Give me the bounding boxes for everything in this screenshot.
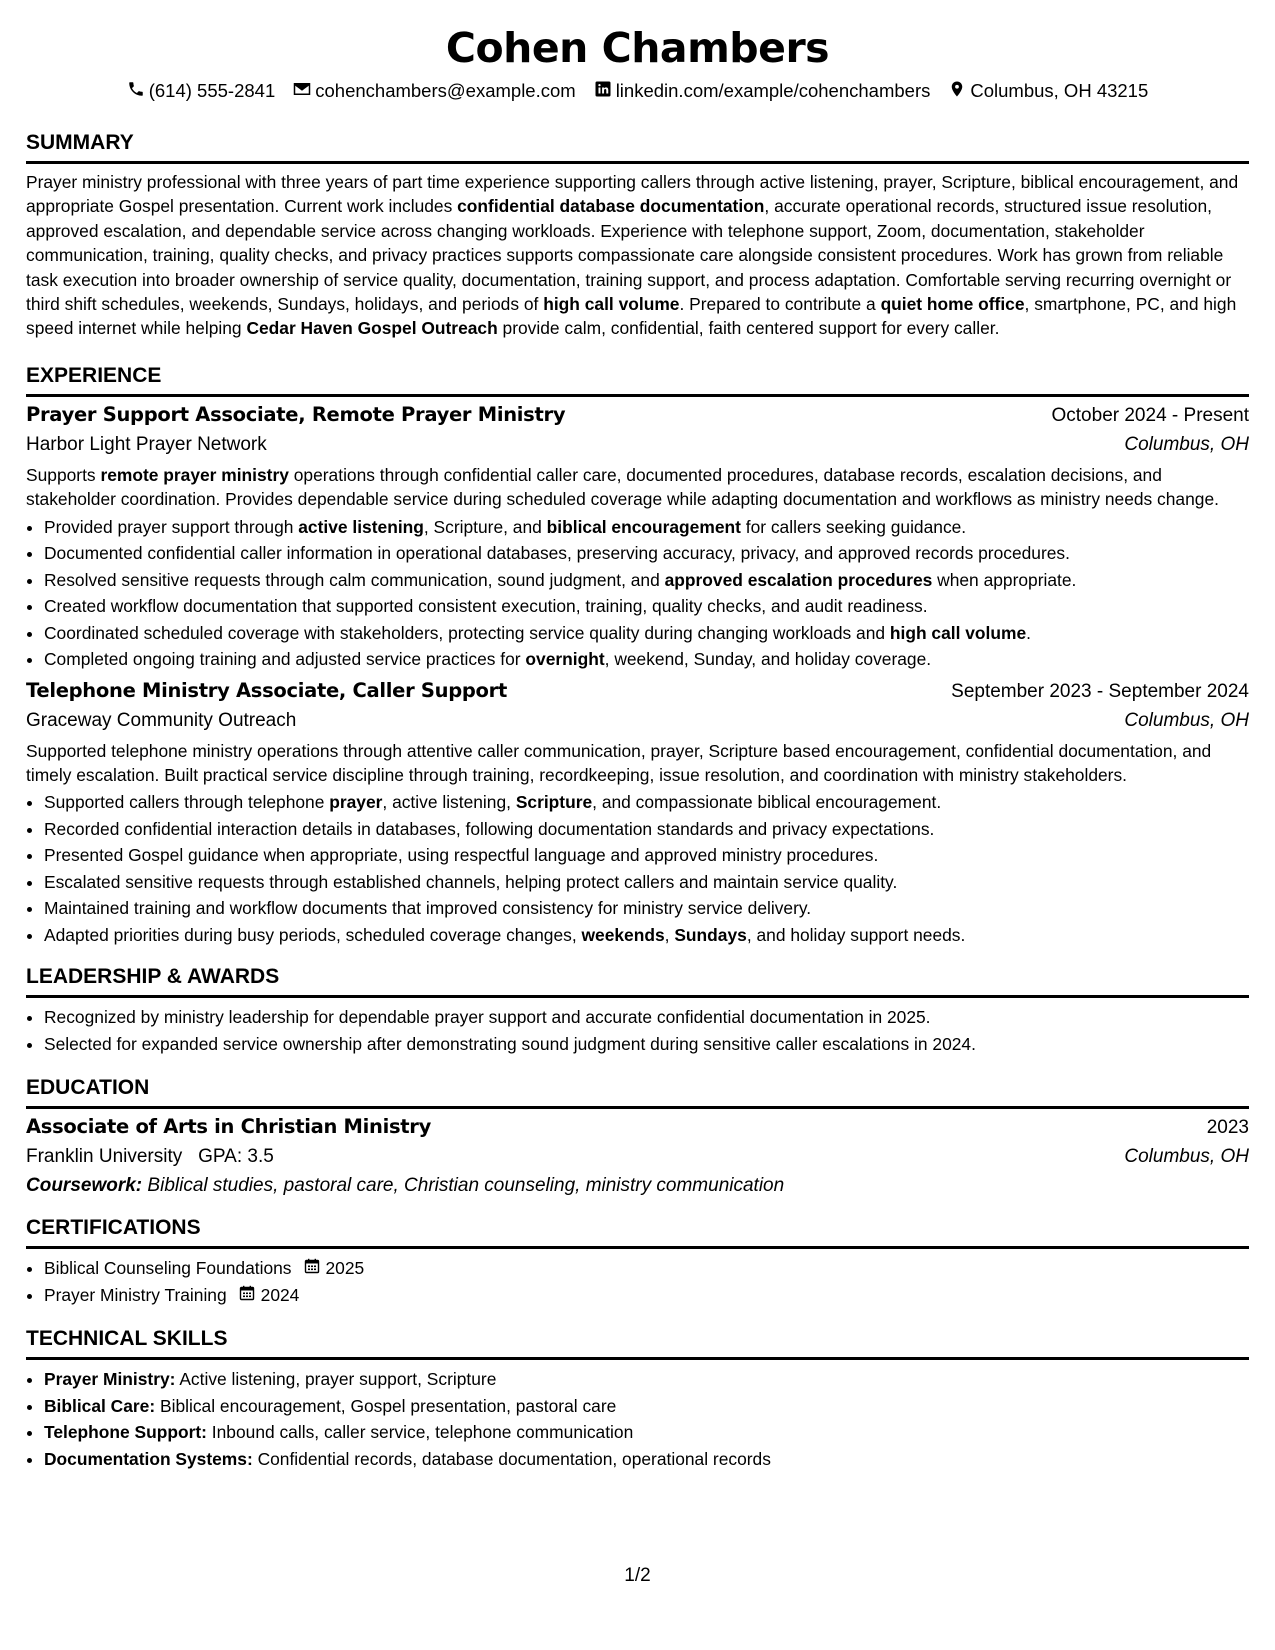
emphasis-text: quiet home office [880,294,1025,315]
resume-page [26,20,1249,1472]
skill-label: Biblical Care: [44,1395,156,1416]
location-pin-icon [948,80,966,103]
list-item: • Provided prayer support through active listening, Scripture, and biblical encouragement for callers seeking guidance. [44,514,1249,541]
list-item: • Supported callers through telephone prayer, active listening, Scripture, and compassionate biblical encouragement. [44,789,1249,816]
skill-value: Inbound calls, caller service, telephone communication [211,1422,634,1443]
emphasis-text: active listening [298,516,424,537]
job-entry [26,679,1249,949]
certification-year: 2025 [325,1258,365,1279]
leadership-list [26,1004,1249,1057]
candidate-name: Cohen Chambers [445,24,830,72]
summary-heading: SUMMARY [26,130,1249,164]
emphasis-text: Scripture [515,792,593,813]
contact-phone [127,80,276,103]
school-name: Franklin University [26,1146,183,1168]
list-item: • Selected for expanded service ownership after demonstrating sound judgment during sensitive caller escalations in 2024. [44,1031,1249,1058]
list-item [44,1446,1249,1473]
list-item [44,1393,1249,1420]
skill-label: Telephone Support: [44,1422,207,1443]
contact-email[interactable] [293,80,575,103]
list-item: • Documented confidential caller information in operational databases, preserving accuracy, privacy, and approved records procedures. [44,540,1249,567]
list-item: • Escalated sensitive requests through established channels, helping protect callers and maintain service quality. [44,869,1249,896]
job-bullets [26,789,1249,948]
contact-location [948,80,1148,103]
emphasis-text: overnight [525,649,605,670]
linkedin-text[interactable]: linkedin.com/example/cohenchambers [615,80,931,101]
education-section [26,1075,1249,1197]
job-date: October 2024 - Present [1051,404,1249,426]
skill-value: Biblical encouragement, Gospel presentation, pastoral care [160,1395,617,1416]
list-item [44,1282,1249,1309]
linkedin-icon [594,80,612,103]
job-organization: Graceway Community Outreach [26,709,297,731]
emphasis-text: prayer [329,792,383,813]
list-item [44,1255,1249,1282]
list-item: • Recorded confidential interaction details in databases, following documentation standards and privacy expectations. [44,816,1249,843]
school-location: Columbus, OH [1124,1146,1249,1168]
leadership-section [26,964,1249,1057]
job-date: September 2023 - September 2024 [951,680,1249,702]
certifications-list [26,1255,1249,1308]
emphasis-text: weekends [581,924,665,945]
job-organization: Harbor Light Prayer Network [26,433,267,455]
list-item: • Recognized by ministry leadership for dependable prayer support and accurate confidential documentation in 2025. [44,1004,1249,1031]
job-description: Supports remote prayer ministry operations through confidential caller care, documented procedures, database records, escalation decisions, and stakeholder coordination. Provides dependable service during scheduled coverage while adapting documentation and workflows as ministry needs change. [26,464,1219,510]
certifications-heading: CERTIFICATIONS [26,1215,1249,1249]
job-title: Telephone Ministry Associate, Caller Support [26,678,507,702]
experience-heading: EXPERIENCE [26,363,1249,397]
emphasis-text: Cedar Haven Gospel Outreach [246,318,498,339]
calendar-icon [298,1255,320,1282]
job-entry [26,403,1249,673]
job-title: Prayer Support Associate, Remote Prayer Ministry [26,402,566,426]
certification-year: 2024 [260,1284,300,1305]
degree-title: Associate of Arts in Christian Ministry [26,1115,432,1139]
emphasis-text: remote prayer ministry [100,464,289,485]
skills-section [26,1326,1249,1472]
email-text[interactable]: cohenchambers@example.com [315,80,576,101]
list-item: • Created workflow documentation that supported consistent execution, training, quality checks, and audit readiness. [44,593,1249,620]
list-item [44,1419,1249,1446]
skills-heading: TECHNICAL SKILLS [26,1326,1249,1360]
list-item: • Presented Gospel guidance when appropriate, using respectful language and approved ministry procedures. [44,842,1249,869]
emphasis-text: high call volume [543,294,680,315]
list-item: • Coordinated scheduled coverage with stakeholders, protecting service quality during changing workloads and high call volume. [44,620,1249,647]
education-heading: EDUCATION [26,1075,1249,1109]
job-location: Columbus, OH [1124,433,1249,455]
leadership-heading: LEADERSHIP & AWARDS [26,964,1249,998]
job-location: Columbus, OH [1124,709,1249,731]
list-item: • Completed ongoing training and adjusted service practices for overnight, weekend, Sunday, and holiday coverage. [44,646,1249,673]
list-item: • Adapted priorities during busy periods, scheduled coverage changes, weekends, Sundays, and holiday support needs. [44,922,1249,949]
list-item: • Maintained training and workflow documents that improved consistency for ministry service delivery. [44,895,1249,922]
phone-icon [127,80,145,103]
graduation-year: 2023 [1206,1117,1249,1139]
list-item [44,1366,1249,1393]
skill-value: Confidential records, database documentation, operational records [257,1448,771,1469]
emphasis-text: biblical encouragement [546,516,741,537]
email-icon [293,80,311,103]
skills-list [26,1366,1249,1472]
certifications-section [26,1215,1249,1308]
emphasis-text: high call volume [889,622,1027,643]
summary-text: Prayer ministry professional with three years of part time experience supporting callers through active listening, prayer, Scripture, biblical encouragement, and appropriate Gospel presentation. Current work includes confidential database documentation, accurate operational records, structured issue resolution, approved escalation, and dependable service across changing workloads. Experience with telephone support, Zoom, documentation, stakeholder communication, training, quality checks, and privacy practices supports compassionate care alongside consistent procedures. Work has grown from reliable task execution into broader ownership of service quality, documentation, training support, and process adaptation. Comfortable serving recurring overnight or third shift schedules, weekends, Sundays, holidays, and periods of high call volume. Prepared to contribute a quiet home office, smartphone, PC, and high speed internet while helping Cedar Haven Gospel Outreach provide calm, confidential, faith centered support for every caller. [26,172,1239,339]
coursework [26,1175,1249,1197]
job-bullets [26,514,1249,673]
phone-text: (614) 555-2841 [148,80,276,101]
page-number: 1/2 [624,1565,651,1586]
coursework-text: Biblical studies, pastoral care, Christian counseling, ministry communication [147,1175,785,1197]
coursework-label: Coursework: [26,1175,143,1197]
emphasis-text: approved escalation procedures [664,569,933,590]
certification-name: • Biblical Counseling Foundations [44,1258,292,1279]
skill-label: Documentation Systems: [44,1448,253,1469]
emphasis-text: confidential database documentation [457,196,765,217]
certification-name: • Prayer Ministry Training [44,1284,227,1305]
skill-label: Prayer Ministry: [44,1369,176,1390]
contact-linkedin[interactable] [594,80,931,103]
summary-section [26,130,1249,341]
calendar-icon [233,1282,255,1309]
gpa: GPA: 3.5 [198,1146,274,1168]
job-description: Supported telephone ministry operations through attentive caller communication, prayer, Scripture based encouragement, confidential documentation, and timely escalation. Built practical service discipline through training, recordkeeping, issue resolution, and coordination with ministry stakeholders. [26,740,1212,786]
emphasis-text: Sundays [674,924,747,945]
experience-section [26,363,1249,949]
skill-value: Active listening, prayer support, Scripture [179,1369,497,1390]
contact-bar [26,78,1249,104]
list-item: • Resolved sensitive requests through calm communication, sound judgment, and approved escalation procedures when appropriate. [44,567,1249,594]
location-text: Columbus, OH 43215 [970,80,1149,101]
